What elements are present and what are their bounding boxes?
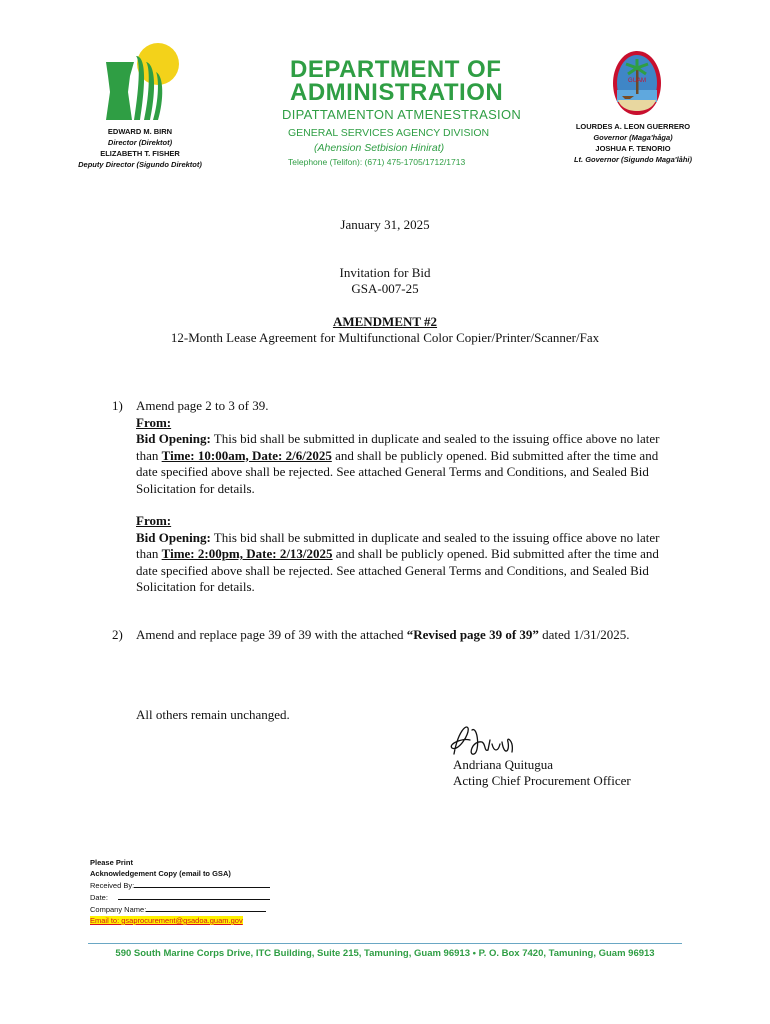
date-label: Date: xyxy=(90,893,108,902)
company-field[interactable] xyxy=(146,903,266,912)
governor-name: LOURDES A. LEON GUERRERO xyxy=(575,122,691,131)
director-title: Director (Direktot) xyxy=(107,138,173,147)
signature xyxy=(448,722,518,762)
ack-date-row xyxy=(90,891,270,903)
item-2-text-a: Amend and replace page 39 of 39 with the attached xyxy=(136,627,407,642)
company-label: Company Name: xyxy=(90,905,147,914)
block-2-label: Bid Opening: xyxy=(136,529,211,545)
ifb-heading xyxy=(0,265,770,297)
block-1-text-b: and shall be publicly opened. Bid submitted after the time and date specified above shall be rejected. See attached General Terms and Conditions, and Sealed Bid Solicitation for details. xyxy=(136,447,659,496)
received-by-field[interactable] xyxy=(134,879,270,888)
footer-address: 590 South Marine Corps Drive, ITC Building, Suite 215, Tamuning, Guam 96913 • P. O. Box 7420, Tamuning, Guam 96913 xyxy=(115,948,655,959)
ack-received-row xyxy=(90,879,270,891)
amendment-heading xyxy=(0,314,770,346)
left-officials xyxy=(60,126,220,170)
item-2-number: 2) xyxy=(112,627,123,642)
department-title-line1: DEPARTMENT OF xyxy=(290,56,502,83)
lt-governor-name: JOSHUA F. TENORIO xyxy=(595,144,671,153)
signer-title: Acting Chief Procurement Officer xyxy=(453,773,631,788)
signer-name: Andriana Quitugua xyxy=(453,757,554,772)
block-2-text-a: This bid shall be submitted in duplicate and sealed to the issuing office above no later than xyxy=(136,529,660,561)
department-title-line2: ADMINISTRATION xyxy=(290,79,504,106)
ifb-number: GSA-007-25 xyxy=(351,281,419,296)
acknowledgement-block xyxy=(90,857,270,926)
item-1-block-2 xyxy=(136,513,676,596)
block-1-text-a: This bid shall be submitted in duplicate and sealed to the issuing office above no later than xyxy=(136,431,660,463)
division-alt-name: (Ahension Setbision Hinirat) xyxy=(314,142,445,154)
block-2-text xyxy=(136,530,676,596)
closing-line: All others remain unchanged. xyxy=(136,707,290,722)
director-name: EDWARD M. BIRN xyxy=(107,127,173,136)
guam-seal xyxy=(612,50,662,116)
block-1-text xyxy=(136,431,676,497)
item-1-number: 1) xyxy=(112,398,123,413)
amendment-subject: 12-Month Lease Agreement for Multifunctional Color Copier/Printer/Scanner/Fax xyxy=(170,330,600,345)
block-2-text-b: and shall be publicly opened. Bid submitted after the time and date specified above shall be rejected. See attached General Terms and Conditions, and Sealed Bid Solicitation for details. xyxy=(136,546,659,594)
signer-block xyxy=(453,757,631,789)
ack-copy-label: Acknowledgement Copy (email to GSA) xyxy=(90,869,231,878)
seal-text: GUAM xyxy=(628,78,646,84)
ack-company-row xyxy=(90,903,270,915)
telephone: Telephone (Telifon): (671) 475-1705/1712/1713 xyxy=(288,157,466,167)
ack-print-label: Please Print xyxy=(90,858,133,867)
department-logo xyxy=(100,42,184,122)
block-1-label: Bid Opening: xyxy=(136,431,211,446)
deputy-director-name: ELIZABETH T. FISHER xyxy=(100,149,180,158)
deputy-director-title: Deputy Director (Sigundo Direktot) xyxy=(78,160,202,169)
block-2-heading: From: xyxy=(136,513,172,528)
amendment-number: AMENDMENT #2 xyxy=(332,314,438,329)
right-officials xyxy=(568,121,698,165)
division-name: GENERAL SERVICES AGENCY DIVISION xyxy=(288,127,490,139)
item-2-text-b: dated 1/31/2025. xyxy=(538,627,630,642)
department-subtitle: DIPATTAMENTON ATMENESTRASION xyxy=(282,107,522,122)
item-1-intro: Amend page 2 to 3 of 39. xyxy=(136,398,269,413)
letter-date: January 31, 2025 xyxy=(340,217,430,232)
footer-divider xyxy=(88,943,682,944)
item-2-revised-page: “Revised page 39 of 39” xyxy=(406,627,539,642)
governor-title: Governor (Maga'håga) xyxy=(593,133,673,142)
email-link[interactable]: Email to: gsaprocurement@gsadoa.guam.gov xyxy=(90,916,243,925)
item-2 xyxy=(136,627,676,644)
block-2-deadline: Time: 2:00pm, Date: 2/13/2025 xyxy=(161,546,333,561)
department-title xyxy=(290,58,510,104)
block-1-deadline: Time: 10:00am, Date: 2/6/2025 xyxy=(161,447,332,463)
date-field[interactable] xyxy=(118,891,270,900)
lt-governor-title: Lt. Governor (Sigundo Maga'låhi) xyxy=(573,155,693,164)
item-1 xyxy=(136,398,676,497)
block-1-heading: From: xyxy=(136,414,172,430)
ifb-title: Invitation for Bid xyxy=(339,265,431,280)
received-by-label: Received By: xyxy=(90,881,135,890)
